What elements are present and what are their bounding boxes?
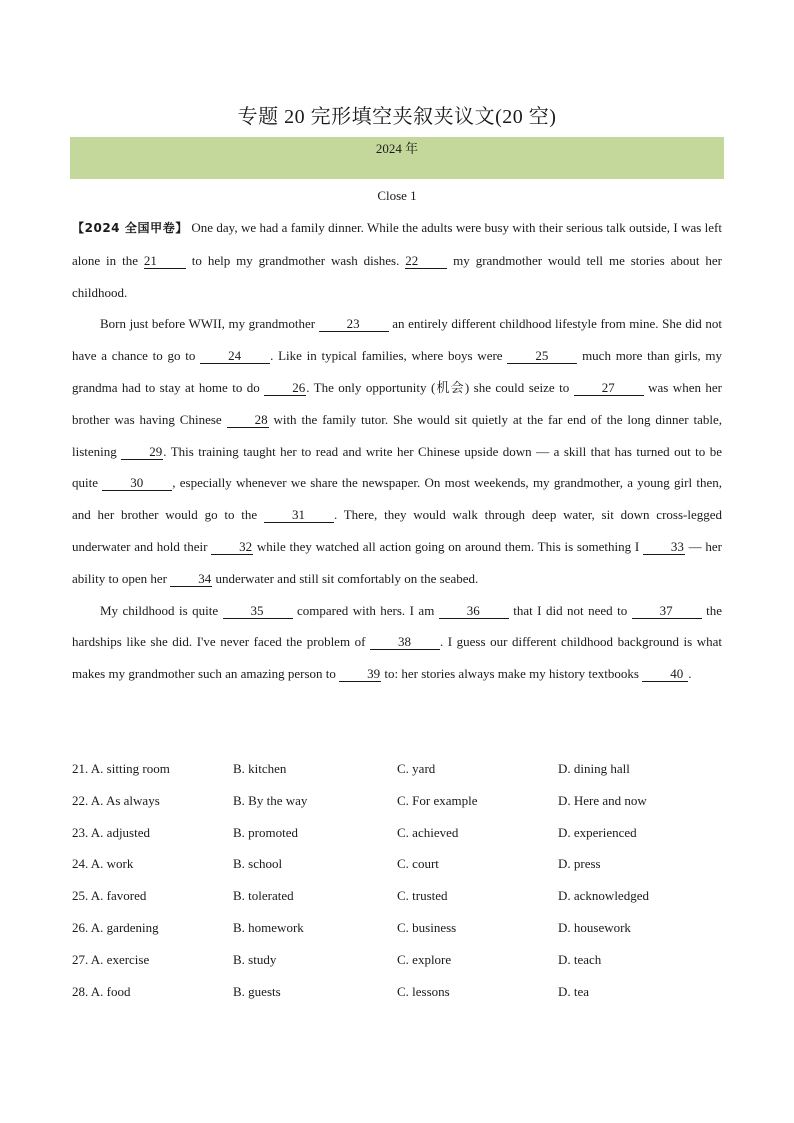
- option-b: B. promoted: [233, 824, 298, 840]
- option-d: D. tea: [558, 983, 590, 999]
- text-segment: . There, they would walk through deep water, sit down cross-legged underwater and hold their: [72, 507, 722, 554]
- option-row-25: [72, 880, 722, 912]
- option-b: B. homework: [233, 919, 304, 935]
- blank-36: 36: [439, 603, 509, 619]
- blank-26: 26: [264, 380, 306, 396]
- option-d: D. dining hall: [558, 761, 630, 776]
- blank-23: 23: [319, 316, 389, 332]
- text-segment: — her ability to open her: [72, 538, 722, 586]
- blank-25: 25: [507, 348, 577, 364]
- year-label: 2024 年: [375, 141, 419, 156]
- option-row-21: [72, 753, 722, 785]
- text-segment: my grandmother would tell me stories about her childhood.: [72, 252, 722, 300]
- option-c: C. court: [397, 856, 439, 872]
- option-b: B. guests: [233, 983, 281, 999]
- blank-21: 21: [144, 253, 186, 269]
- blank-34: 34: [170, 571, 212, 587]
- blank-40: 40: [642, 666, 688, 682]
- blank-32: 32: [211, 539, 253, 555]
- option-c: C. lessons: [397, 983, 450, 999]
- option-d: D. acknowledged: [558, 888, 649, 904]
- option-b: B. tolerated: [233, 888, 294, 904]
- option-a: 21. A. sitting room: [72, 761, 170, 776]
- option-row-23: [72, 817, 722, 849]
- text-segment: while they watched all action going on around them. This is something I: [253, 538, 643, 554]
- option-b: B. By the way: [233, 792, 308, 808]
- option-d: D. housework: [558, 919, 631, 935]
- text-segment: with the family tutor. She would sit quietly at the far end of the long dinner table, listening: [72, 411, 722, 459]
- text-segment: Born just before WWII, my grandmother: [100, 316, 319, 332]
- option-c: C. For example: [397, 792, 478, 808]
- text-segment: . I guess our different childhood background is what makes my grandmother such an amazing person to: [72, 634, 722, 682]
- text-segment: . This training taught her to read and write her Chinese upside down — a skill that has turned out to be quite: [72, 443, 723, 491]
- option-row-26: [72, 912, 722, 944]
- paragraph-3: [72, 595, 722, 690]
- option-a: 25. A. favored: [72, 888, 147, 904]
- year-band: [70, 137, 724, 179]
- option-c: C. explore: [397, 951, 452, 967]
- option-row-27: [72, 944, 722, 976]
- option-b: B. school: [233, 856, 283, 872]
- page-title: 专题 20 完形填空夹叙夹议文(20 空): [237, 106, 557, 128]
- option-a: 28. A. food: [72, 983, 131, 999]
- blank-33: 33: [643, 539, 685, 555]
- option-row-28: [72, 976, 722, 1008]
- answer-options: [72, 753, 722, 1007]
- text-segment: much more than girls, my grandma had to stay at home to do: [72, 348, 723, 395]
- blank-37: 37: [632, 603, 702, 619]
- blank-35: 35: [223, 603, 293, 619]
- section-heading: Close 1: [377, 188, 417, 203]
- blank-38: 38: [370, 634, 440, 650]
- text-segment: underwater and still sit comfortably on the seabed.: [212, 570, 479, 586]
- blank-28: 28: [227, 412, 269, 428]
- text-segment: My childhood is quite: [100, 602, 223, 618]
- blank-22: 22: [405, 253, 447, 269]
- text-segment: , especially whenever we share the newspaper. On most weekends, my grandmother, a young girl then, and her brother would go to the: [72, 475, 722, 523]
- option-a: 24. A. work: [72, 856, 134, 872]
- text-segment: .: [688, 666, 692, 682]
- paragraph-1: [72, 212, 722, 308]
- option-d: D. experienced: [558, 824, 637, 840]
- blank-29: 29: [121, 444, 163, 460]
- text-segment: an entirely different childhood lifestyle from mine. She did not have a chance to go to: [72, 316, 722, 364]
- text-segment: was when her brother was having Chinese: [72, 379, 722, 427]
- option-c: C. achieved: [397, 824, 459, 840]
- option-row-22: [72, 785, 722, 817]
- blank-24: 24: [200, 348, 270, 364]
- option-d: D. teach: [558, 951, 602, 967]
- option-row-24: [72, 848, 722, 880]
- blank-27: 27: [574, 380, 644, 396]
- option-a: 22. A. As always: [72, 792, 160, 808]
- source-tag: 【2024 全国甲卷】: [72, 221, 188, 235]
- text-segment: the hardships like she did. I've never faced the problem of: [72, 602, 722, 650]
- text-segment: One day, we had a family dinner. While the adults were busy with their serious talk outside, I was left alone in the: [72, 220, 722, 268]
- option-c: C. yard: [397, 761, 436, 776]
- text-segment: . Like in typical families, where boys were: [270, 348, 508, 364]
- text-segment: to: her stories always make my history textbooks: [381, 666, 643, 682]
- text-segment: that I did not need to: [508, 602, 632, 618]
- blank-39: 39: [339, 666, 381, 682]
- blank-31: 31: [264, 507, 334, 523]
- option-a: 27. A. exercise: [72, 951, 150, 967]
- option-a: 26. A. gardening: [72, 919, 159, 935]
- option-c: C. business: [397, 919, 457, 935]
- blank-30: 30: [102, 475, 172, 491]
- text-segment: to help my grandmother wash dishes.: [185, 252, 406, 268]
- passage: [72, 212, 722, 690]
- option-c: C. trusted: [397, 888, 448, 904]
- option-b: B. study: [233, 951, 277, 967]
- text-segment: . The only opportunity (机会) she could seize to: [306, 379, 574, 395]
- option-d: D. Here and now: [558, 792, 647, 808]
- text-segment: compared with hers. I am: [292, 602, 439, 618]
- option-b: B. kitchen: [233, 761, 287, 776]
- option-a: 23. A. adjusted: [72, 824, 150, 840]
- paragraph-2: [72, 308, 722, 594]
- option-d: D. press: [558, 856, 601, 872]
